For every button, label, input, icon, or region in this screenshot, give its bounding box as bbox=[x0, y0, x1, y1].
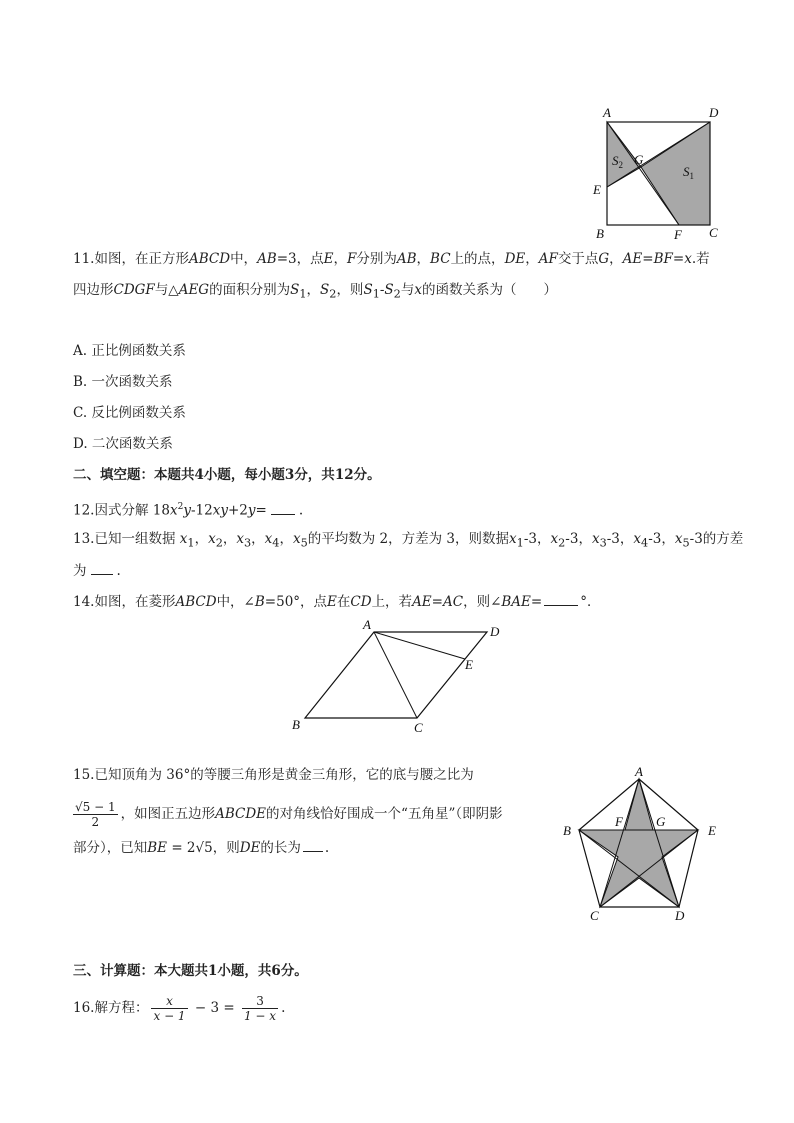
label-C: C bbox=[590, 908, 599, 923]
answer-blank[interactable] bbox=[91, 562, 113, 575]
label-A: A bbox=[635, 764, 643, 779]
label-E: E bbox=[708, 823, 716, 838]
label-B: B bbox=[563, 823, 571, 838]
section3-header: 三、计算题：本大题共1小题，共6分。 bbox=[73, 963, 308, 979]
label-C: C bbox=[709, 225, 718, 240]
q14-rhombus-figure bbox=[285, 615, 515, 737]
q15-line1: 15.已知顶角为 36°的等腰三角形是黄金三角形，它的底与腰之比为 bbox=[73, 767, 474, 783]
label-G: G bbox=[656, 814, 666, 829]
section2-header: 二、填空题：本题共4小题，每小题3分，共12分。 bbox=[73, 467, 381, 483]
q15-pentagon-figure bbox=[558, 764, 728, 929]
label-E: E bbox=[465, 657, 473, 672]
fraction-x-over-x-minus-1: $\frac{x}{x - 1}$ bbox=[153, 994, 186, 1023]
label-D: D bbox=[490, 624, 500, 639]
label-E: E bbox=[593, 182, 601, 197]
label-B: B bbox=[596, 226, 604, 241]
answer-blank[interactable] bbox=[544, 593, 578, 606]
q15-line3: 部分），已知BE = 2√5，则DE的长为 . bbox=[73, 840, 330, 856]
q11-square-figure bbox=[588, 100, 728, 245]
label-A: A bbox=[603, 105, 611, 120]
label-D: D bbox=[675, 908, 685, 923]
fraction-3-over-1-minus-x: $\frac{3}{1 - x}$ bbox=[243, 994, 277, 1023]
label-B: B bbox=[292, 717, 300, 732]
q12-line: 12.因式分解 $18x^2y-12xy+2y=$ . bbox=[73, 502, 304, 519]
q16-line: 16.解方程： $\frac{x}{x - 1}$ − 3 = $\frac{3}{1 - x}$ . bbox=[73, 994, 286, 1023]
q14-line: 14.如图，在菱形ABCD中，∠B=50°，点E在CD上，若AE=AC，则∠BAE= °． bbox=[73, 594, 601, 610]
label-A: A bbox=[363, 617, 371, 632]
q11-line1: 11.如图，在正方形ABCD中，AB=3，点E，F分别为AB，BC上的点，DE，AF交于点G，AE=BF=x.若 bbox=[73, 251, 710, 267]
q11-line2: 四边形CDGF与△AEG的面积分别为$S_1$，$S_2$，则$S_1-S_2$与x的函数关系为（ ） bbox=[73, 282, 557, 301]
label-F: F bbox=[674, 227, 682, 242]
answer-blank[interactable] bbox=[303, 839, 323, 852]
label-S2: $S_2$ bbox=[612, 153, 623, 170]
q11-option-d: D. 二次函数关系 bbox=[73, 436, 173, 452]
label-D: D bbox=[709, 105, 719, 120]
answer-blank[interactable] bbox=[271, 502, 295, 515]
s1-shaded-region bbox=[641, 122, 710, 225]
q11-option-c: C. 反比例函数关系 bbox=[73, 405, 186, 421]
label-S1: $S_1$ bbox=[683, 164, 694, 181]
star-shaded-region bbox=[579, 779, 698, 907]
q11-option-b: B. 一次函数关系 bbox=[73, 374, 173, 390]
label-C: C bbox=[414, 720, 423, 735]
q13-line1: 13.已知一组数据 $x_1$，$x_2$，$x_3$，$x_4$，$x_5$的平均数为 2，方差为 3，则数据$x_1-3$，$x_2-3$，$x_3-3$，$x_4-3$，$x_5-3$的方差 bbox=[73, 531, 744, 550]
label-F: F bbox=[615, 814, 623, 829]
q15-line2: $\frac{√5 - 1}{2}$ ，如图正五边形ABCDE的对角线恰好围成一个“五角星”（即阴影 bbox=[75, 800, 503, 829]
golden-ratio-fraction: $\frac{√5 - 1}{2}$ bbox=[75, 800, 116, 829]
label-G: G bbox=[634, 152, 644, 167]
q13-line2: 为 . bbox=[73, 563, 121, 579]
q11-option-a: A. 正比例函数关系 bbox=[73, 343, 186, 359]
